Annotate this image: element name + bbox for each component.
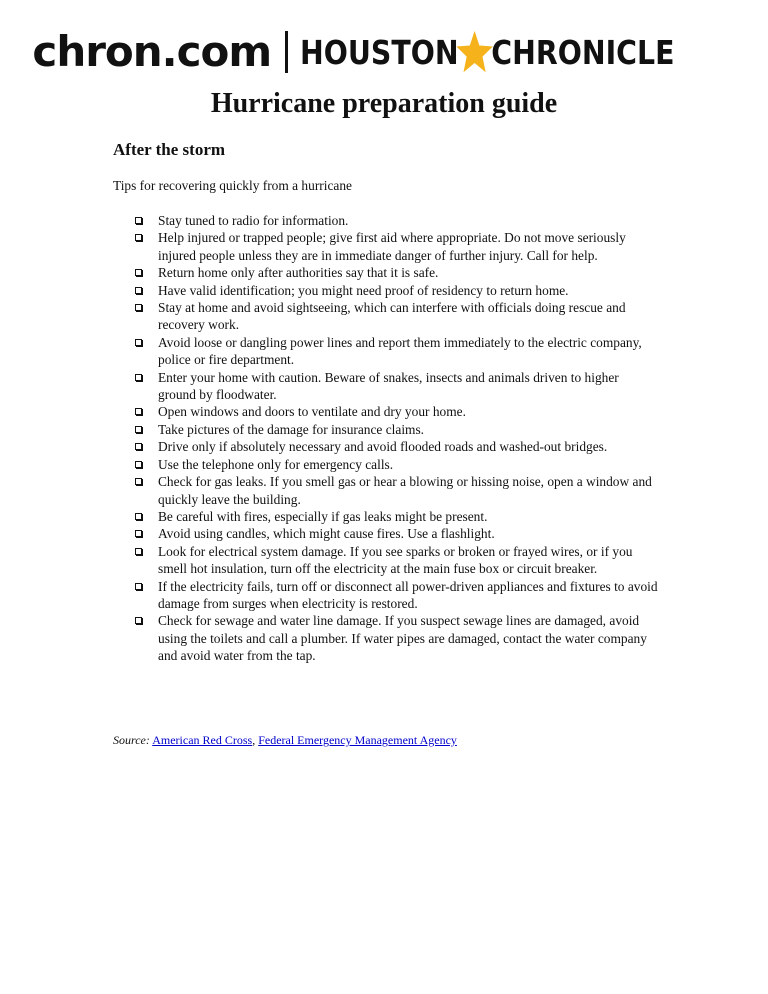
- tip-text: Take pictures of the damage for insurance claims.: [158, 421, 425, 437]
- checkbox-bullet-icon: [135, 339, 142, 346]
- list-item: [135, 438, 660, 455]
- checkbox-bullet-icon: [135, 617, 142, 624]
- houston-chronicle-logo: [300, 29, 674, 75]
- tip-text: Enter your home with caution. Beware of snakes, insects and animals driven to higher ground by floodwater.: [158, 369, 619, 403]
- tip-text: Check for sewage and water line damage. If you suspect sewage lines are damaged, avoid using the toilets and call a plumber. If water pipes are damaged, contact the water company and avoid water from the tap.: [158, 613, 647, 664]
- list-item: [135, 403, 660, 420]
- checkbox-bullet-icon: [135, 304, 142, 311]
- checkbox-bullet-icon: [135, 583, 142, 590]
- intro-text: Tips for recovering quickly from a hurricane: [113, 178, 352, 193]
- list-item: [135, 369, 660, 404]
- tip-text: Avoid using candles, which might cause fires. Use a flashlight.: [158, 526, 495, 542]
- tip-text: Look for electrical system damage. If you see sparks or broken or frayed wires, or if you smell hot insulation, turn off the electricity at the main fuse box or circuit breaker.: [158, 543, 633, 577]
- checkbox-bullet-icon: [135, 287, 142, 294]
- checkbox-bullet-icon: [135, 234, 142, 241]
- source-label: Source:: [113, 733, 150, 747]
- tip-text: Use the telephone only for emergency calls.: [158, 456, 394, 472]
- checkbox-bullet-icon: [135, 478, 142, 485]
- checkbox-bullet-icon: [135, 530, 142, 537]
- checkbox-bullet-icon: [135, 426, 142, 433]
- list-item: [135, 421, 660, 438]
- page-title: Hurricane preparation guide: [210, 88, 558, 119]
- list-item: [135, 282, 660, 299]
- tip-text: Stay at home and avoid sightseeing, which can interfere with officials doing rescue and recovery work.: [158, 300, 626, 333]
- logo[interactable]: [32, 29, 735, 75]
- link-fema[interactable]: Federal Emergency Management Agency: [258, 733, 457, 747]
- checkbox-bullet-icon: [135, 513, 142, 520]
- link-american-red-cross[interactable]: American Red Cross: [152, 733, 253, 747]
- houston-chronicle-logo-part1: HOUSTON: [300, 32, 459, 72]
- tip-text: Help injured or trapped people; give first aid where appropriate. Do not move seriously injured people unless they are in immediate danger of further injury. Call for help.: [158, 230, 626, 263]
- tips-list: [135, 212, 660, 665]
- list-item: [135, 508, 660, 525]
- checkbox-bullet-icon: [135, 374, 142, 381]
- tip-text: If the electricity fails, turn off or disconnect all power-driven appliances and fixtures to avoid damage from surges when electricity is restored.: [158, 578, 658, 611]
- checkbox-bullet-icon: [135, 408, 142, 415]
- star-icon: [455, 29, 495, 75]
- list-item: [135, 299, 660, 334]
- tip-text: Open windows and doors to ventilate and dry your home.: [158, 404, 466, 420]
- tip-text: Avoid loose or dangling power lines and report them immediately to the electric company, police or fire department.: [158, 334, 642, 368]
- tip-text: Be careful with fires, especially if gas leaks might be present.: [158, 508, 488, 524]
- section-heading: After the storm: [113, 140, 226, 159]
- list-item: [135, 612, 660, 664]
- source-separator: ,: [252, 733, 256, 747]
- list-item: [135, 334, 660, 369]
- tip-text: Have valid identification; you might need proof of residency to return home.: [158, 282, 569, 298]
- checkbox-bullet-icon: [135, 443, 142, 450]
- tip-text: Stay tuned to radio for information.: [158, 213, 349, 228]
- list-item: [135, 525, 660, 542]
- chron-logo-text: chron.com: [32, 27, 272, 76]
- list-item: [135, 229, 660, 264]
- checkbox-bullet-icon: [135, 269, 142, 276]
- tip-text: Check for gas leaks. If you smell gas or hear a blowing or hissing noise, open a window and quickly leave the building.: [158, 474, 652, 507]
- masthead: [0, 22, 768, 82]
- list-item: [135, 212, 660, 229]
- checkbox-bullet-icon: [135, 217, 142, 224]
- list-item: [135, 578, 660, 613]
- checkbox-bullet-icon: [135, 461, 142, 468]
- list-item: [135, 456, 660, 473]
- logo-divider: [285, 31, 288, 73]
- houston-chronicle-logo-part2: CHRONICLE: [491, 32, 675, 72]
- list-item: [135, 543, 660, 578]
- list-item: [135, 473, 660, 508]
- source-line: [113, 733, 457, 748]
- list-item: [135, 264, 660, 281]
- checkbox-bullet-icon: [135, 548, 142, 555]
- tip-text: Drive only if absolutely necessary and avoid flooded roads and washed-out bridges.: [158, 439, 608, 455]
- tip-text: Return home only after authorities say that it is safe.: [158, 265, 439, 281]
